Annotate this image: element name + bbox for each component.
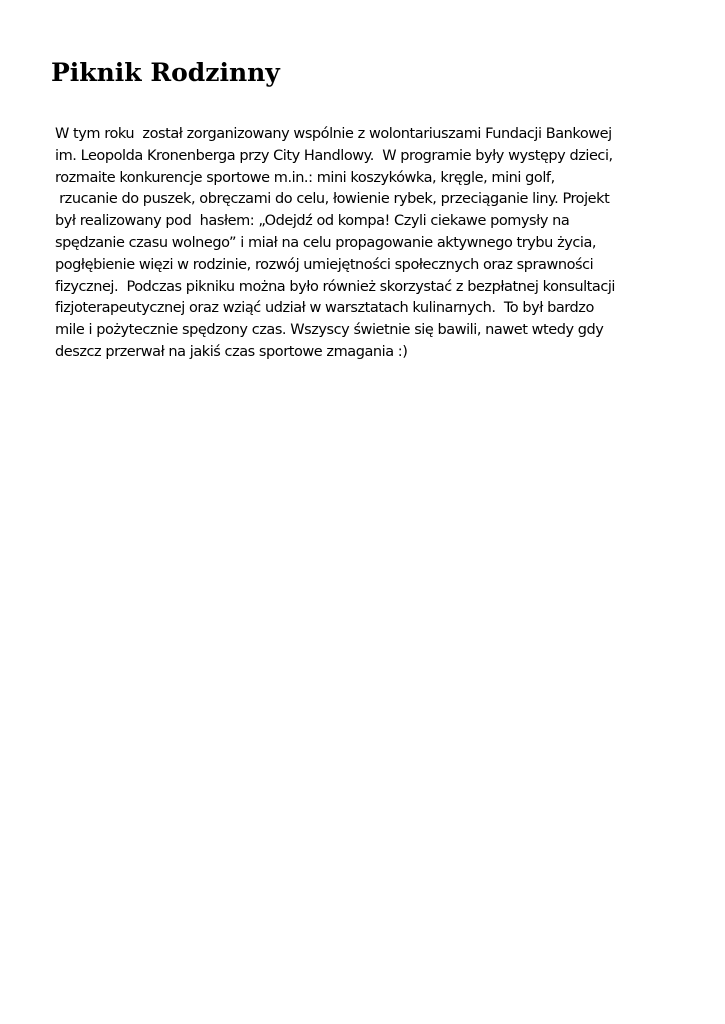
paragraph-line: W tym roku został zorganizowany wspólnie z wolontariuszami Fundacji Bankowej	[55, 126, 612, 142]
paragraph-line: rzucanie do puszek, obręczami do celu, łowienie rybek, przeciąganie liny. Projekt	[55, 191, 610, 208]
paragraph-line: deszcz przerwał na jakiś czas sportowe zmagania :)	[55, 343, 408, 360]
paragraph-line: fizjoterapeutycznej oraz wziąć udział w warsztatach kulinarnych. To był bardzo	[55, 300, 594, 317]
paragraph-line: rozmaite konkurencje sportowe m.in.: mini koszykówka, kręgle, mini golf,	[55, 169, 555, 186]
paragraph-line: fizycznej. Podczas pikniku można było również skorzystać z bezpłatnej konsultacji	[55, 278, 616, 295]
paragraph-line: spędzanie czasu wolnego” i miał na celu propagowanie aktywnego trybu życia,	[55, 234, 597, 251]
paragraph-line: im. Leopolda Kronenberga przy City Handlowy. W programie były występy dzieci,	[55, 147, 613, 164]
paragraph-line: mile i pożytecznie spędzony czas. Wszyscy świetnie się bawili, nawet wtedy gdy	[55, 322, 604, 339]
article-paragraph	[55, 124, 695, 364]
page-title: Piknik Rodzinny	[51, 58, 280, 87]
paragraph-line: pogłębienie więzi w rodzinie, rozwój umiejętności społecznych oraz sprawności	[55, 256, 594, 273]
paragraph-line: był realizowany pod hasłem: „Odejdź od kompa! Czyli ciekawe pomysły na	[55, 213, 570, 230]
